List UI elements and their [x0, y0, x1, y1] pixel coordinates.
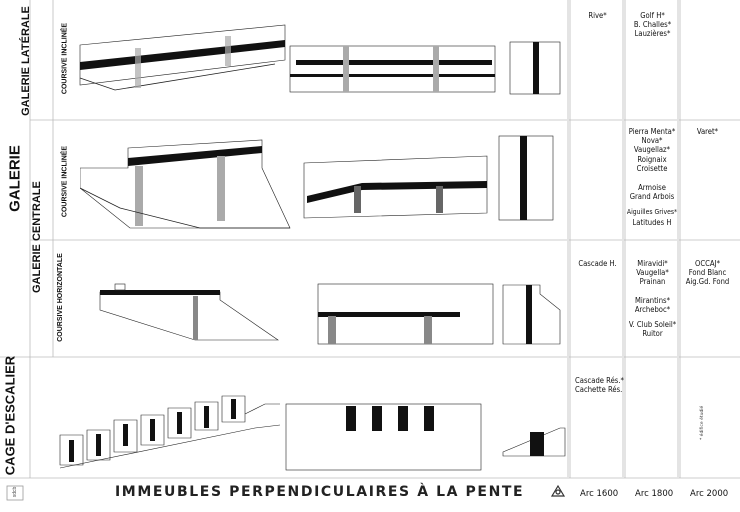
row3-col3-names [680, 259, 735, 287]
list-item: Archeboc* [634, 304, 671, 314]
row2-col2-names [622, 127, 682, 227]
list-item: B. Challes* [633, 20, 672, 30]
list-item: Vaugella* [636, 268, 669, 278]
list-item: OCCAJ* [694, 259, 721, 268]
drawing-row1-section [75, 20, 295, 100]
list-item: Armoise [638, 183, 666, 193]
label-galerie-centrale: GALERIE CENTRALE [31, 181, 43, 293]
list-item: Prainan [639, 277, 666, 287]
list-item: Pierra Menta* [628, 127, 676, 136]
list-item: Golf H* [640, 11, 665, 20]
list-item: Cascade H. [578, 259, 617, 268]
label-coursive-inclinee-1: COURSIVE INCLINÉE [61, 22, 69, 95]
label-coursive-horizontale: COURSIVE HORIZONTALE [57, 253, 64, 342]
drawing-row2-elevation [302, 148, 492, 238]
drawing-row3-section [95, 280, 285, 345]
arc-2000: Arc 2000 [690, 489, 729, 499]
label-galerie: GALERIE [6, 145, 24, 212]
list-item: Nova* [641, 136, 663, 146]
list-item: Cascade Rés.* [575, 376, 624, 385]
footnote: * édifice étudié [700, 405, 705, 440]
row1-col1-names [570, 11, 625, 20]
row1-col2-names [625, 11, 680, 39]
drawing-row3-side [500, 282, 570, 347]
arc-1800: Arc 1800 [635, 489, 674, 499]
list-item: Ruitor [642, 329, 663, 339]
list-item: Miravidi* [637, 259, 668, 268]
list-item: Mirantins* [635, 295, 670, 305]
drawing-row4-side [500, 422, 570, 472]
list-item: Varet* [696, 127, 719, 136]
label-cage-escalier: CAGE D'ESCALIER [2, 355, 18, 476]
drawing-row4-elevation [284, 400, 484, 475]
list-item [622, 201, 682, 208]
label-coursive-inclinee-2: COURSIVE INCLINÉE [61, 145, 69, 218]
row3-col1-names [570, 259, 625, 268]
drawing-row1-elevation [288, 40, 508, 100]
list-item: Fond Blanc [688, 268, 727, 278]
drawing-row3-elevation [316, 282, 496, 347]
row2-col3-names [680, 127, 735, 136]
footer-code: sdcb [12, 486, 18, 498]
list-item: Cachette Rés. [575, 385, 623, 395]
list-item: Vaugellaz* [633, 145, 671, 155]
row3-col2-names [625, 259, 680, 338]
drawing-row1-side [505, 40, 565, 100]
list-item [622, 173, 682, 183]
list-item: Grand Arbois [629, 192, 675, 202]
list-item: Aig.Gd. Fond [685, 277, 730, 287]
list-item: Aiguilles Grives* [626, 208, 678, 217]
drawing-row4-section [55, 390, 285, 470]
row4-col1-names [575, 376, 630, 394]
logo-icon [552, 486, 564, 496]
list-item: Latitudes H [632, 217, 672, 227]
drawing-row2-section [80, 138, 310, 238]
list-item: Rive* [588, 11, 607, 20]
list-item: Croisette [636, 163, 668, 173]
drawing-row2-side [496, 132, 556, 222]
list-item: V. Club Soleil* [628, 320, 677, 330]
list-item: Lauzières* [634, 29, 671, 39]
label-galerie-laterale: GALERIE LATÉRALE [20, 6, 32, 116]
list-item [625, 287, 680, 296]
list-item: Roignaix [637, 154, 667, 164]
footer-title: IMMEUBLES PERPENDICULAIRES À LA PENTE [115, 484, 525, 500]
arc-1600: Arc 1600 [580, 489, 619, 499]
